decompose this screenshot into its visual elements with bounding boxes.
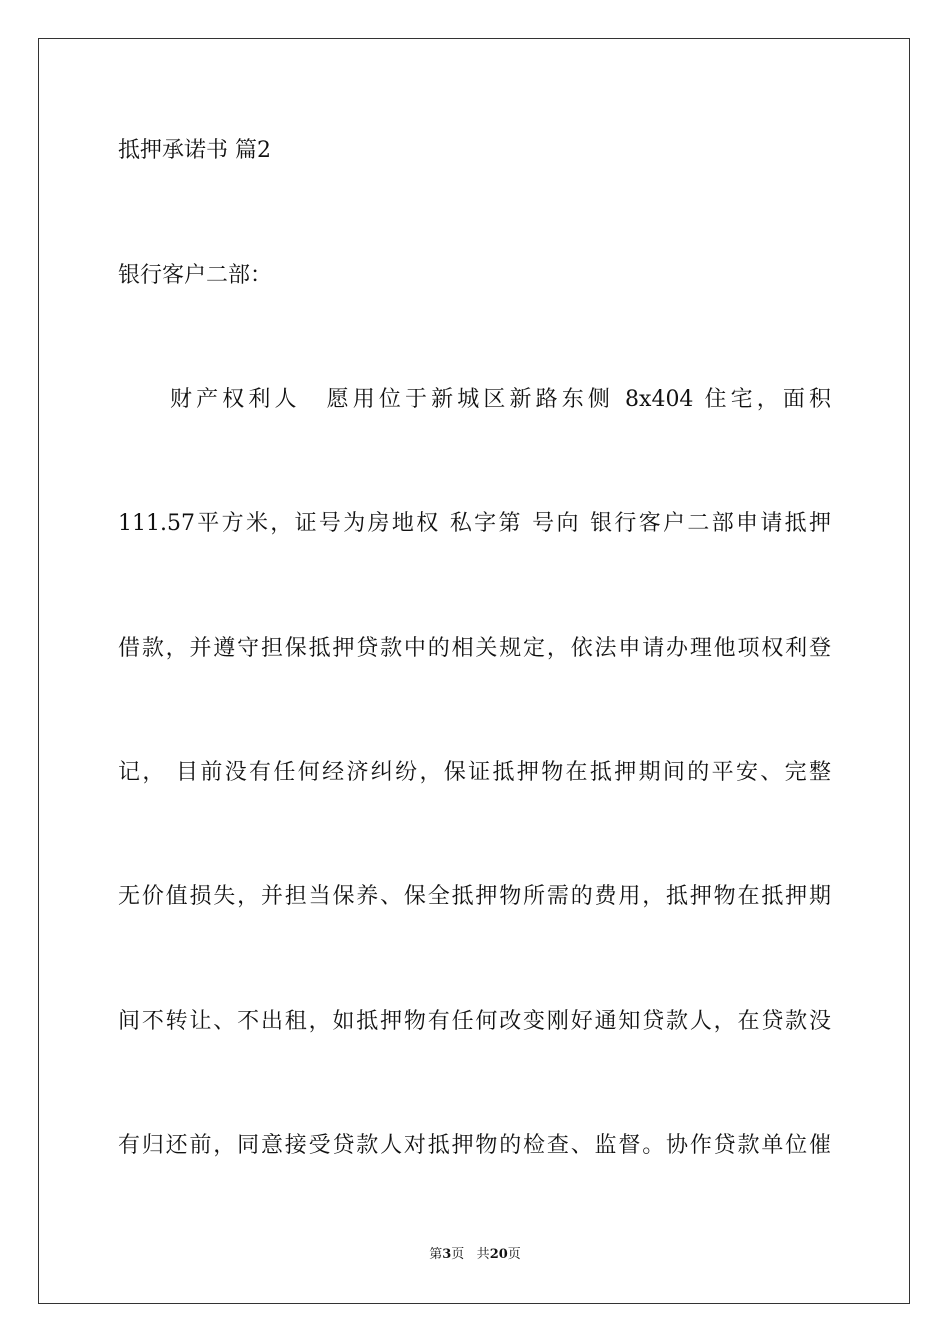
body-line-3: 借款，并遵守担保抵押贷款中的相关规定，依法申请办理他项权利登 bbox=[118, 636, 831, 661]
footer-total-prefix: 共 bbox=[476, 1247, 490, 1262]
footer-total-suffix: 页 bbox=[507, 1247, 521, 1262]
body-line-5: 无价值损失，并担当保养、保全抵押物所需的费用，抵押物在抵押期 bbox=[118, 884, 831, 909]
footer-page-suffix: 页 bbox=[451, 1247, 465, 1262]
footer-prefix: 第 bbox=[429, 1247, 443, 1262]
body-line-7: 有归还前，同意接受贷款人对抵押物的检查、监督。协作贷款单位催 bbox=[118, 1133, 831, 1158]
body-line-4: 记， 目前没有任何经济纠纷，保证抵押物在抵押期间的平安、完整 bbox=[118, 760, 831, 785]
salutation: 银行客户二部： bbox=[118, 263, 273, 288]
page-footer bbox=[0, 1246, 950, 1264]
total-pages-number: 20 bbox=[489, 1247, 508, 1262]
body-line-2: 111.57平方米，证号为房地权 私字第 号向 银行客户二部申请抵押 bbox=[118, 511, 831, 536]
body-line-1: 财产权利人 愿用位于新城区新路东侧 8x404 住宅，面积 bbox=[170, 387, 831, 412]
document-heading: 抵押承诺书 篇2 bbox=[118, 138, 271, 163]
page-frame bbox=[38, 38, 910, 1304]
body-line-6: 间不转让、不出租，如抵押物有任何改变刚好通知贷款人，在贷款没 bbox=[118, 1009, 831, 1034]
current-page-number: 3 bbox=[442, 1247, 452, 1262]
